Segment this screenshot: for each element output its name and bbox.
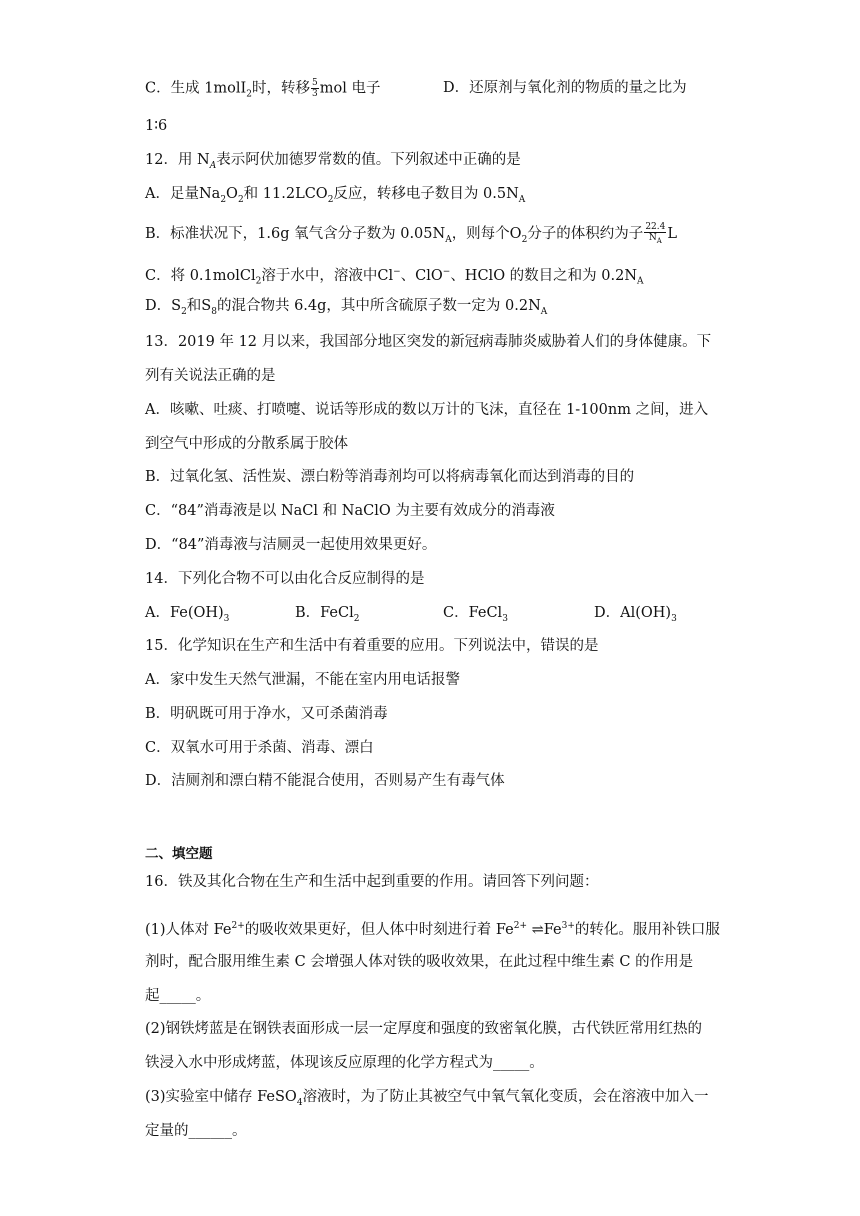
q14-a-sub: 3 — [223, 613, 230, 624]
q11-c-text1: C．生成 1molI — [145, 80, 247, 97]
q11-c-text3: mol 电子 — [319, 80, 381, 97]
q11-c-text2: 时，转移 — [252, 80, 311, 97]
q16-p3-text2: 溶液时，为了防止其被空气中氧气氧化变质，会在溶液中加入一 — [302, 1089, 709, 1105]
q13-option-b: B．过氧化氢、活性炭、漂白粉等消毒剂均可以将病毒氧化而达到消毒的目的 — [145, 469, 635, 485]
q14-b-sub: 2 — [353, 613, 360, 624]
q12-c-text3: 、ClO — [400, 267, 443, 284]
q14-option-d — [594, 603, 677, 629]
q12-a-text1: A．足量Na — [145, 186, 221, 202]
q16-p3-text1: (3)实验室中储存 FeSO — [145, 1089, 297, 1105]
q12-a-text4: 反应，转移电子数目为 0.5N — [333, 186, 519, 202]
fraction-numerator: 5 — [312, 78, 318, 88]
q12-c-text4: 、HClO 的数目之和为 0.2N — [450, 267, 638, 284]
q13-option-a-line1: A．咳嗽、吐痰、打喷嚏、说话等形成的数以万计的飞沫，直径在 1-100nm 之间，进入 — [145, 402, 709, 418]
q12-d-text2: 和S — [186, 298, 212, 314]
q16-part2-line1: (2)钢铁烤蓝是在钢铁表面形成一层一定厚度和强度的致密氧化膜，古代铁匠常用红热的 — [145, 1021, 703, 1037]
q13-option-c: C．“84”消毒液是以 NaCl 和 NaClO 为主要有效成分的消毒液 — [145, 503, 555, 519]
fraction-denominator: $N_A$ — [648, 233, 662, 245]
q11-c-fraction — [311, 78, 319, 99]
q12-stem-tail: 表示阿伏加德罗常数的值。下列叙述中正确的是 — [216, 152, 521, 168]
q14-d-sub: 3 — [671, 613, 677, 624]
q16-part1-line1: (1)人体对 $Fe^{2+}$的吸收效果更好，但人体中时刻进行着 $Fe^{2+}$ $\rightleftharpoons Fe^{3+}$的转化。服用补铁口服 — [145, 921, 720, 938]
q16-p1-text2: 的吸收效果更好，但人体中时刻进行着 Fe — [244, 921, 514, 938]
q16-p1-text4: 的转化。服用补铁口服 — [574, 921, 720, 938]
fraction-numerator: 22.4 — [645, 222, 666, 232]
q12-option-c: C．将 0.1molCl$_2$溶于水中，溶液中Cl−、ClO−、HClO 的数目之和为 $0.2N_A$ — [145, 267, 644, 287]
q15-option-b: B．明矾既可用于净水，又可杀菌消毒 — [145, 706, 388, 722]
q13-stem-line2: 列有关说法正确的是 — [145, 368, 276, 384]
q11-option-c: C．生成 1molI$_2$时，转移 $\frac{5}{3}$ mol 电子 — [145, 78, 381, 100]
q12-b-text1: B．标准状况下，1.6g 氧气含分子数为 0.05N — [145, 225, 446, 242]
q12-b-text3: 分子的体积约为子 — [527, 225, 644, 242]
q14-c-text: C．FeCl — [443, 605, 503, 621]
q12-a-text2: O — [226, 186, 238, 202]
q11-option-d: D．还原剂与氧化剂的物质的量之比为 — [443, 80, 687, 96]
q15-stem: 15．化学知识在生产和生活中有着重要的应用。下列说法中，错误的是 — [145, 638, 599, 654]
q16-part1-line2: 剂时，配合服用维生素 C 会增强人体对铁的吸收效果，在此过程中维生素 C 的作用是 — [145, 954, 694, 970]
q12-c-text2: 溶于水中，溶液中Cl — [261, 267, 394, 284]
q12-option-d: D．$S_2$和$S_8$的混合物共 6.4g，其中所含硫原子数一定为 $0.2N_A$ — [145, 298, 548, 317]
q12-b-text4: L — [667, 225, 677, 242]
q12-d-text1: D．S — [145, 298, 182, 314]
q16-part2-line2: 铁浸入水中形成烤蓝，体现该反应原理的化学方程式为_____。 — [145, 1055, 544, 1071]
q12-c-text1: C．将 0.1molCl — [145, 267, 256, 284]
q15-option-c: C．双氧水可用于杀菌、消毒、漂白 — [145, 740, 374, 756]
q15-option-a: A．家中发生天然气泄漏，不能在室内用电话报警 — [145, 672, 460, 688]
q12-b-text2: ，则每个O — [451, 225, 522, 242]
q12-option-b: B．标准状况下，1.6g 氧气含分子数为 $0.05N_A$，则每个$O_2$分子的体积约为子 $\frac{22.4}{N_A}$ L — [145, 222, 677, 245]
q14-stem: 14．下列化合物不可以由化合反应制得的是 — [145, 571, 425, 587]
q16-p1-text3: ⇌Fe — [527, 921, 562, 938]
q14-option-a — [145, 603, 229, 629]
q12-stem: 12．用 $N_A$表示阿伏加德罗常数的值。下列叙述中正确的是 — [145, 152, 521, 171]
q11-option-d-continuation: 1∶6 — [145, 118, 168, 134]
q14-option-c — [443, 603, 508, 629]
fraction-denominator: 3 — [312, 89, 318, 99]
q14-c-sub: 3 — [502, 613, 508, 624]
q16-p1-text1: (1)人体对 Fe — [145, 921, 232, 938]
q12-b-fraction — [644, 222, 666, 246]
q13-option-d: D．“84”消毒液与洁厕灵一起使用效果更好。 — [145, 537, 437, 553]
q16-part3-line1: (3)实验室中储存 FeSO$_4$溶液时，为了防止其被空气中氧气氧化变质，会在溶液中加入一 — [145, 1089, 709, 1108]
q16-stem: 16．铁及其化合物在生产和生活中起到重要的作用。请回答下列问题： — [145, 874, 599, 890]
q16-part3-line2: 定量的______。 — [145, 1123, 247, 1139]
q12-d-text3: 的混合物共 6.4g，其中所含硫原子数一定为 0.2N — [216, 298, 541, 314]
q14-a-text: A．Fe(OH) — [145, 605, 224, 621]
fraction-denominator-text: N — [648, 233, 657, 243]
q14-b-text: B．FeCl — [295, 605, 354, 621]
q14-d-text: D．Al(OH) — [594, 605, 672, 621]
q15-option-d: D．洁厕剂和漂白精不能混合使用，否则易产生有毒气体 — [145, 773, 505, 789]
q13-stem-line1: 13．2019 年 12 月以来，我国部分地区突发的新冠病毒肺炎威胁着人们的身体健康。下 — [145, 334, 712, 350]
q12-a-text3: 和 11.2LCO — [243, 186, 328, 202]
q14-option-b — [295, 603, 359, 629]
section-heading: 二、填空题 — [145, 846, 213, 862]
q16-part1-line3: 起_____。 — [145, 988, 211, 1004]
q13-option-a-line2: 到空气中形成的分散系属于胶体 — [145, 436, 348, 452]
q12-stem-text: 12．用 N — [145, 152, 210, 168]
q12-option-a: A．足量$Na_2O_2$和 $11.2LCO_2$反应，转移电子数目为 $0.5N_A$ — [145, 186, 526, 205]
